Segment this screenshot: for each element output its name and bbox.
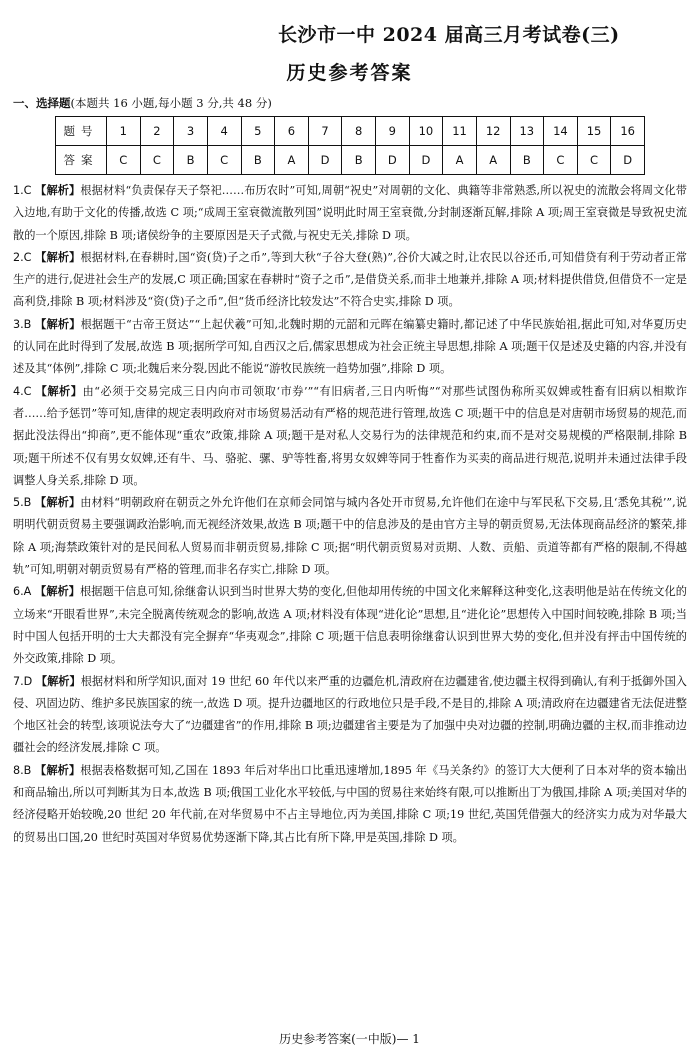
item-number: 6.A xyxy=(13,585,35,599)
answer-cell: B xyxy=(241,146,275,175)
item-number: 7.D xyxy=(13,674,36,688)
explanation-text: 根据材料和所学知识,面对 19 世纪 60 年代以来严重的边疆危机,清政府在边疆建省,使边疆主权得到确认,有利于抵御外国入侵、巩固边防、维护多民族国家的统一,故选 D 项。提升边疆地区的行政地位只是手段,不是目的,排除 A 项;清政府在边疆建省无法促进整个地区社会的转型,该项说法夸大了“边疆建省”的作用,排除 B 项;边疆建省主要是为了加强中央对边疆的控制,明确边疆的主权,而非推动边疆社会的经济发展,排除 C 项。 xyxy=(13,674,687,755)
analysis-tag: 【解析】 xyxy=(35,184,81,197)
explanation-item xyxy=(13,492,687,581)
question-number: 11 xyxy=(443,117,477,146)
answer-cell: B xyxy=(510,146,544,175)
answer-table-row-numbers xyxy=(56,117,645,146)
question-number: 5 xyxy=(241,117,275,146)
explanation-text: 由“必须于交易完成三日内向市司领取‘市券’”“有旧病者,三日内听悔”“对那些试图伪称所买奴婢或牲畜有旧病以相欺诈者……给予惩罚”等可知,唐律的规定表明政府对市场贸易活动有严格的规范进行管理,故选 C 项;题干中的信息是对唐朝市场贸易的规范,而据此没法得出“抑商”,更不能体现“重农”政策,排除 A 项;题干是对私人交易行为的法律规范和约束,而不是对交易规模的严格限制,排除 B 项;题干所述不仅有男女奴婢,还有牛、马、骆驼、骡、驴等牲畜,将男女奴婢等同于牲畜作为买卖的商品进行规范,说明并未通过法律手段调整人身关系,排除 D 项。 xyxy=(13,384,687,487)
item-number: 8.B xyxy=(13,763,36,777)
explanation-item xyxy=(13,581,687,670)
answer-cell: C xyxy=(140,146,174,175)
answer-cell: D xyxy=(611,146,645,175)
explanation-list xyxy=(13,180,687,849)
page-footer: 历史参考答案(一中版)— 1 xyxy=(279,1032,420,1046)
answer-table-row-answers xyxy=(56,146,645,175)
answer-cell: C xyxy=(207,146,241,175)
exam-title: 长沙市一中 2024 届高三月考试卷(三) xyxy=(278,24,620,46)
question-number: 7 xyxy=(308,117,342,146)
analysis-tag: 【解析】 xyxy=(35,317,81,331)
answer-cell: B xyxy=(342,146,376,175)
answer-cell: A xyxy=(476,146,510,175)
explanation-text: 由材料“明朝政府在朝贡之外允许他们在京师会同馆与城内各处开市贸易,允许他们在途中与军民私下交易,且‘悉免其税’”,说明明代朝贡贸易主要强调政治影响,而无视经济效果,故选 B 项;题干中的信息涉及的是由官方主导的朝贡贸易,无法体现商品经济的繁荣,排除 A 项;海禁政策针对的是民间私人贸易而非朝贡贸易,排除 C 项;据“明代朝贡贸易对贡期、人数、贡船、贡道等都有严格的限制,不得越轨”可知,明朝对朝贡贸易有严格的管理,而非名存实亡,排除 D 项。 xyxy=(13,496,687,577)
answer-cell: A xyxy=(275,146,309,175)
item-number: 3.B xyxy=(13,317,36,331)
analysis-tag: 【解析】 xyxy=(35,763,81,777)
answer-cell: C xyxy=(544,146,578,175)
answer-cell: D xyxy=(308,146,342,175)
question-number: 2 xyxy=(140,117,174,146)
analysis-tag: 【解析】 xyxy=(35,384,83,398)
question-number: 3 xyxy=(174,117,208,146)
analysis-tag: 【解析】 xyxy=(35,674,81,688)
analysis-tag: 【解析】 xyxy=(35,496,81,510)
explanation-item xyxy=(13,180,687,247)
explanation-text: 根据题干“古帝王贤达”“上起伏羲”可知,北魏时期的元韶和元晖在编纂史籍时,都记述了中华民族始祖,据此可知,对华夏历史的认同在此时得到了发展,故选 B 项;据所学可知,自西汉之后,儒家思想成为社会正统主导思想,排除 A 项;题干仅是述及史籍的内容,并没有述及其“体例”,排除 C 项;北魏后来分裂,因此不能说“游牧民族统一趋势加强”,排除 D 项。 xyxy=(13,317,687,376)
question-number: 16 xyxy=(611,117,645,146)
explanation-text: 根据题干信息可知,徐继畲认识到当时世界大势的变化,但他却用传统的中国文化来解释这种变化,这表明他是站在传统文化的立场来“开眼看世界”,未完全脱离传统观念的影响,故选 A 项;材料没有体现“进化论”思想,且“进化论”思想传入中国时间较晚,排除 B 项;当时中国人包括开明的士大夫都没有完全摒弃“华夷观念”,排除 C 项;题干信息表明徐继畲认识到世界大势的变化,但并没有抨击中国传统的外交政策,排除 D 项。 xyxy=(13,585,687,666)
row-label-answers: 答案 xyxy=(56,146,107,175)
explanation-item xyxy=(13,760,687,849)
item-number: 1.C xyxy=(13,184,36,197)
question-number: 13 xyxy=(510,117,544,146)
question-number: 9 xyxy=(376,117,410,146)
question-number: 8 xyxy=(342,117,376,146)
item-number: 4.C xyxy=(13,384,36,398)
question-number: 1 xyxy=(107,117,141,146)
explanation-text: 根据材料“负责保存天子祭祀……布历农时”可知,周朝“祝史”对周朝的文化、典籍等非常熟悉,所以祝史的流散会将周文化带入边地,有助于文化的传播,故选 C 项;“成周王室衰微流散列国”说明此时周王室衰微,分封制逐渐瓦解,排除 A 项;周王室衰微是导致祝史流散的一个原因,排除 B 项;诸侯纷争的主要原因是天子式微,与祝史无关,排除 D 项。 xyxy=(13,184,687,242)
item-number: 5.B xyxy=(13,496,36,510)
explanation-item xyxy=(13,381,687,492)
answer-table xyxy=(55,116,645,175)
analysis-tag: 【解析】 xyxy=(35,250,81,264)
section-heading xyxy=(13,95,272,111)
document-title: 历史参考答案 xyxy=(286,62,413,84)
analysis-tag: 【解析】 xyxy=(34,585,80,599)
answer-cell: B xyxy=(174,146,208,175)
row-label-numbers: 题号 xyxy=(56,117,107,146)
question-number: 10 xyxy=(409,117,443,146)
item-number: 2.C xyxy=(13,250,36,264)
answer-cell: D xyxy=(409,146,443,175)
answer-cell: A xyxy=(443,146,477,175)
answer-cell: D xyxy=(376,146,410,175)
explanation-item xyxy=(13,314,687,381)
explanation-item xyxy=(13,247,687,314)
explanation-text: 根据材料,在春耕时,国“资(贷)子之币”,等到大秋“子谷大登(熟)”,谷价大减之时,让农民以谷还币,可知借贷有利于劳动者正常生产的进行,促进社会生产的发展,C 项正确;国家在春耕时“资子之币”,是借贷关系,而非土地兼并,排除 A 项;材料提供借贷,但借贷不一定是高利贷,排除 B 项;材料涉及“资(贷)子之币”,但“货币经济比较发达”不符合史实,排除 D 项。 xyxy=(13,250,687,309)
answer-cell: C xyxy=(577,146,611,175)
question-number: 12 xyxy=(476,117,510,146)
question-number: 4 xyxy=(207,117,241,146)
question-number: 15 xyxy=(577,117,611,146)
question-number: 14 xyxy=(544,117,578,146)
section-heading-note: (本题共 16 小题,每小题 3 分,共 48 分) xyxy=(70,96,272,110)
explanation-item xyxy=(13,671,687,760)
answer-cell: C xyxy=(107,146,141,175)
question-number: 6 xyxy=(275,117,309,146)
section-heading-label: 一、选择题 xyxy=(13,96,71,110)
explanation-text: 根据表格数据可知,乙国在 1893 年后对华出口比重迅速增加,1895 年《马关条约》的签订大大便利了日本对华的资本输出和商品输出,所以可判断其为日本,故选 B 项;俄国工业化水平较低,与中国的贸易往来始终有限,可以推断出丁为俄国,排除 A 项;美国对华的经济侵略开始较晚,20 世纪 20 年代前,在对华贸易中不占主导地位,丙为美国,排除 C 项;19 世纪,英国凭借强大的经济实力成为对华最大的贸易出口国,20 世纪时英国对华贸易优势逐渐下降,其占比有所下降,甲是英国,排除 D 项。 xyxy=(13,763,687,844)
